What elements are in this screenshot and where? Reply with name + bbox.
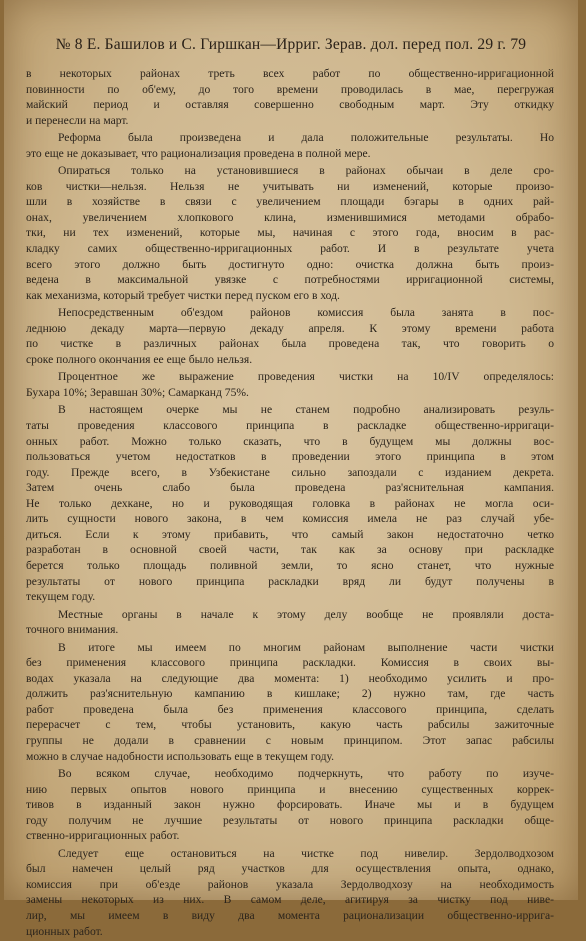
text-line: комиссия при об'езде районов указала Зердолводхозу на необходимость bbox=[26, 877, 554, 891]
text-line: сроке полного окончания ее еще было нельзя. bbox=[26, 352, 253, 366]
text-line: повинности по об'ему, до того времени проводилась в мае, перегружая bbox=[26, 82, 554, 96]
running-header: № 8 Е. Башилов и С. Гиршкан—Ирриг. Зерав. дол. перед пол. 29 г. 79 bbox=[55, 36, 527, 53]
paragraph bbox=[26, 766, 554, 844]
text-line: онах, увеличением хлопкового клина, изменившимися методами обрабо- bbox=[26, 210, 554, 224]
text-line: работ проведена была без применения классового принципа, сделать bbox=[26, 702, 554, 716]
text-line: как механизма, который требует чистки перед пуском его в ход. bbox=[26, 288, 340, 302]
text-line: Непосредственным об'ездом районов комиссия была занята в пос- bbox=[58, 306, 554, 320]
text-line: тивов в изданный закон нужно форсировать. Иначе мы и в будущем bbox=[26, 798, 554, 812]
text-line: всего этого должно быть достигнуто одно: очистка должна быть произ- bbox=[26, 257, 554, 271]
text-line: можно в случае надобности использовать еще в текущем году. bbox=[26, 749, 335, 763]
text-line: ционных работ. bbox=[26, 924, 103, 938]
paragraph bbox=[26, 369, 554, 400]
text-line: В настоящем очерке мы не станем подробно анализировать резуль- bbox=[58, 403, 554, 417]
text-line: водах указала на следующие два момента: 1) необходимо усилить и про- bbox=[26, 671, 554, 685]
text-line: замены некоторых из них. В самом деле, агитируя за чистку под нивe- bbox=[26, 893, 554, 907]
text-line: кладку самих общественно-ирригационных работ. И в результате учета bbox=[26, 242, 554, 256]
paragraph bbox=[26, 66, 554, 128]
text-line: берется только площадь поливной земли, то ясно станет, что нужные bbox=[26, 558, 554, 572]
text-line: шли в хозяйстве в связи с увеличением площади бэгары в одних рай- bbox=[26, 195, 554, 209]
text-line: онных работ. Можно только сказать, что в будущем мы должны вос- bbox=[26, 434, 554, 448]
text-line: В итоге мы имеем по многим районам выполнение части чистки bbox=[58, 640, 554, 654]
text-line: году. Прежде всего, в Узбекистане сильно запоздали с изданием декрета. bbox=[26, 465, 554, 479]
text-line: ведена в максимальной увязке с потребностями ирригационной системы, bbox=[26, 273, 554, 287]
text-line: Во всяком случае, необходимо подчеркнуть, что работу по изуче- bbox=[58, 767, 554, 781]
text-line: точного внимания. bbox=[26, 623, 119, 637]
text-line: разработан в основной своей части, так как за основу при раскладке bbox=[26, 543, 554, 557]
text-line: Затем очень слабо была проведена раз'яснительная кампания. bbox=[26, 481, 554, 495]
paragraph bbox=[26, 640, 554, 764]
text-line: и перенесли на март. bbox=[26, 113, 129, 127]
text-line: перерасчет с тем, чтобы установить, какую часть рабсилы зажиточные bbox=[26, 718, 554, 732]
text-line: ственно-ирригационных работ. bbox=[26, 829, 180, 843]
paragraph bbox=[26, 846, 554, 939]
text-line: в некоторых районах треть всех работ по общественно-ирригационной bbox=[26, 67, 554, 80]
text-line: лир, мы имеем в виду два момента рационализации общественно-ирригa- bbox=[26, 908, 554, 922]
text-line: диться. Если к этому прибавить, что самый закон недостаточно четко bbox=[26, 527, 554, 541]
text-line: был намечен целый ряд участков для осуществления опыта, однако, bbox=[26, 862, 554, 876]
text-line: Местные органы в начале к этому делу вообще не проявляли доста- bbox=[58, 607, 554, 621]
text-line: лить сущности нового закона, в чем комиссия имела не раз случай убе- bbox=[26, 512, 554, 526]
text-line: пользоваться учетом недостатков в проведении этого принципа в этом bbox=[26, 450, 554, 464]
paragraph bbox=[26, 163, 554, 303]
paragraph bbox=[26, 130, 554, 161]
text-line: нию первых опытов нового принципа и внесению существенных коррек- bbox=[26, 782, 554, 796]
paragraph bbox=[26, 402, 554, 604]
text-line: Бухара 10%; Зеравшан 30%; Самарканд 75%. bbox=[26, 385, 249, 399]
text-line: Следует еще остановиться на чистке под нивелир. Зердолводхозом bbox=[58, 846, 554, 860]
text-line: Не только дехкане, но и руководящая головка в районах не могла оси- bbox=[26, 496, 554, 510]
text-line: тки, ни тех изменений, которые мы, начиная с этого года, вносим в рас- bbox=[26, 226, 554, 240]
text-line: по чистке в различных районах была проведена так, что говорить о bbox=[26, 337, 554, 351]
text-line: ков чистки—нельзя. Нельзя не учитывать ни изменений, которые произо- bbox=[26, 179, 554, 193]
text-line: таты проведения классового принципа в раскладке общественно-ирригаци- bbox=[26, 419, 554, 433]
text-line: Опираться только на установившиеся в районах обычаи в деле сро- bbox=[58, 164, 554, 178]
text-line: году получим не лучшие результаты от нового принципа раскладки обще- bbox=[26, 813, 554, 827]
paragraph bbox=[26, 607, 554, 638]
text-line: текущем году. bbox=[26, 590, 96, 604]
document-page bbox=[4, 0, 578, 938]
text-line: майский период и оставляя совершенно свободным март. Эту откидку bbox=[26, 98, 554, 112]
text-line: это еще не доказывает, что рационализация проведена в полной мере. bbox=[26, 146, 371, 160]
text-line: леднюю декаду марта—первую декаду апреля. К этому времени работа bbox=[26, 321, 554, 335]
paragraph bbox=[26, 305, 554, 367]
text-line: без применения классового принципа раскладки. Комиссия в своих вы- bbox=[26, 656, 554, 670]
body-text bbox=[26, 66, 554, 941]
text-line: Реформа была произведена и дала положительные результаты. Но bbox=[58, 131, 554, 145]
text-line: Процентное же выражение проведения чистки на 10/IV определялось: bbox=[58, 370, 554, 384]
text-line: результаты от нового принципа раскладки вряд ли будут получены в bbox=[26, 574, 554, 588]
text-line: должить раз'яснительную кампанию в кишлаке; 2) нужно там, где часть bbox=[26, 687, 554, 701]
text-line: группы не додали в сравнении с новым принципом. Этот запас рабсилы bbox=[26, 733, 554, 747]
